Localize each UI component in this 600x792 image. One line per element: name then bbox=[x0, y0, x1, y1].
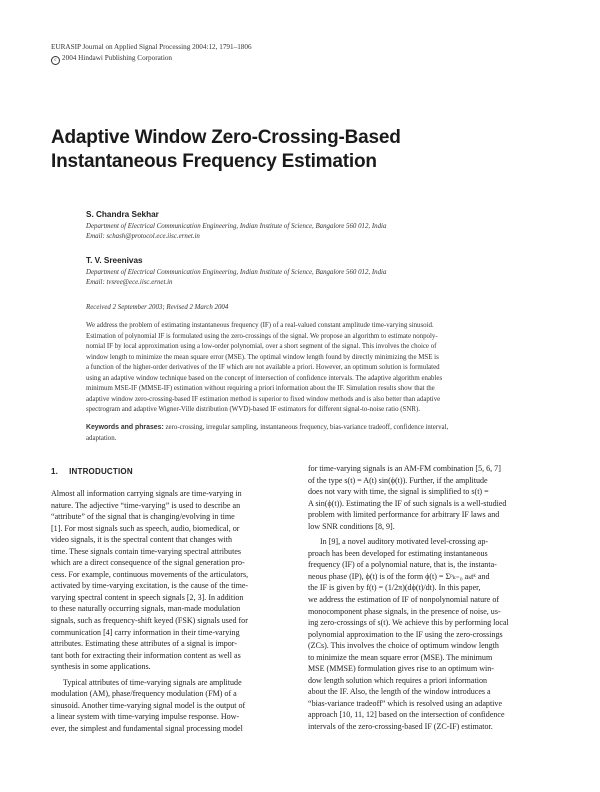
body-line: A sin(ϕ(t)). Estimating the IF of such signals is a well-studied bbox=[308, 498, 507, 508]
body-line: activated by time-varying excitation, is the cause of the time- bbox=[51, 581, 249, 591]
body-line: of the type s(t) = A(t) sin(ϕ(t)). Further, if the amplitude bbox=[308, 475, 488, 485]
body-line: dow length solution which requires a priori information bbox=[308, 675, 488, 685]
keywords-text: zero-crossing, irregular sampling, instantaneous frequency, bias-variance tradeoff, confidence interval, bbox=[163, 424, 449, 431]
body-line: “bias-variance tradeoff” which is resolved using an adaptive bbox=[308, 698, 503, 708]
body-line: a linear system with time-varying impulse response. How- bbox=[51, 712, 240, 722]
body-line: modulation (AM), phase/frequency modulation (FM) of a bbox=[51, 689, 237, 699]
keywords-label: Keywords and phrases: bbox=[86, 424, 164, 431]
body-line: the IF is given by f(t) = (1/2π)(dϕ(t)/dt). In this paper, bbox=[308, 583, 481, 593]
body-line: sinusoid. Another time-varying signal model is the output of bbox=[51, 700, 246, 710]
body-line: neous phase (IP), ϕ(t) is of the form ϕ(t) = Σᵖₖ₌₀ aₖtᵏ and bbox=[308, 571, 490, 581]
body-line: tant both for extracting their information content as well as bbox=[51, 650, 241, 660]
paper-title-line-2: Instantaneous Frequency Estimation bbox=[51, 151, 377, 172]
body-line: video signals, it is the spectral content that changes with bbox=[51, 535, 233, 545]
body-line: to these naturally occurring signals, man-made modulation bbox=[51, 604, 241, 614]
author-email: Email: schash@protocol.ece.iisc.ernet.in bbox=[86, 233, 200, 240]
body-line: signals, such as frequency-shift keyed (FSK) signals used for bbox=[51, 616, 248, 626]
right-column bbox=[308, 463, 552, 733]
journal-header bbox=[51, 42, 252, 65]
body-line: ever, the simplest and fundamental signal processing model bbox=[51, 723, 243, 733]
body-line: communication [4] carry information in their time-varying bbox=[51, 627, 240, 637]
abstract-line: using an adaptive window technique based on the concept of intersection of confidence intervals. The adaptive algorithm enables bbox=[86, 374, 443, 382]
received-dates: Received 2 September 2003; Revised 2 March 2004 bbox=[86, 304, 229, 311]
body-line: synthesis in some applications. bbox=[51, 662, 151, 672]
keywords-line: adaptation. bbox=[86, 434, 117, 442]
body-line: about the IF. Also, the length of the window introduces a bbox=[308, 687, 491, 697]
author-block-2 bbox=[86, 255, 556, 288]
body-line: to minimize the mean square error (MSE). The minimum bbox=[308, 652, 493, 662]
body-line: [1]. For most signals such as speech, audio, biomedical, or bbox=[51, 523, 240, 533]
body-line: “attribute” of the signal that is changing/evolving in time bbox=[51, 512, 235, 522]
body-line: low SNR conditions [8, 9]. bbox=[308, 521, 395, 531]
author-affiliation: Department of Electrical Communication Engineering, Indian Institute of Science, Bangalore 560 012, India bbox=[86, 269, 387, 276]
abstract-line: nomial IF by local approximation using a low-order polynomial, over a short segment of the signal. This involves the choice of bbox=[86, 343, 437, 350]
abstract-line: window length to minimize the mean square error (MSE). The optimal window length found by directly minimizing the MSE is bbox=[86, 353, 439, 361]
abstract-line: minimum MSE-IF (MMSE-IF) estimation without requiring a priori information about the IF. Simulation results show that the bbox=[86, 385, 435, 392]
section-number: 1. bbox=[51, 467, 59, 476]
author-name: S. Chandra Sekhar bbox=[86, 210, 159, 219]
abstract-line: Estimation of polynomial IF is formulated using the zero-crossings of the signal. We propose an algorithm to estimate nonpoly- bbox=[86, 332, 438, 340]
abstract-line: We address the problem of estimating instantaneous frequency (IF) of a real-valued constant amplitude time-varying sinusoid. bbox=[86, 322, 434, 329]
body-line: MSE (MMSE) formulation gives rise to an optimum win- bbox=[308, 664, 494, 674]
body-line: approach [10, 11, 12] based on the intersection of confidence bbox=[308, 710, 505, 720]
abstract-line: adaptive window zero-crossing-based IF estimation method is superior to fixed window methods and is also better than adaptive bbox=[86, 395, 441, 403]
paper-title-line-1: Adaptive Window Zero-Crossing-Based bbox=[51, 127, 401, 148]
keywords-line bbox=[86, 423, 552, 434]
body-line: polynomial approximation to the IF using the zero-crossings bbox=[308, 629, 503, 639]
copyright-icon: c bbox=[51, 56, 60, 65]
body-line: we address the estimation of IF of nonpolynomial nature of bbox=[308, 595, 500, 605]
body-line: frequency (IF) of a polynomial nature, that is, the instanta- bbox=[308, 560, 497, 570]
section-title: INTRODUCTION bbox=[69, 467, 133, 476]
section-heading bbox=[51, 467, 133, 476]
abstract-line: a function of the higher-order derivatives of the IF which are not available a priori. However, an optimum solution is formulated bbox=[86, 364, 440, 371]
body-line: which are a direct consequence of the signal generation pro- bbox=[51, 558, 245, 568]
author-affiliation: Department of Electrical Communication Engineering, Indian Institute of Science, Bangalore 560 012, India bbox=[86, 223, 387, 230]
body-line: Almost all information carrying signals are time-varying in bbox=[51, 489, 242, 498]
body-line: ing zero-crossings of s(t). We achieve this by performing local bbox=[308, 618, 509, 628]
body-line: In [9], a novel auditory motivated level-crossing ap- bbox=[320, 537, 489, 547]
body-line: (ZCs). This involves the choice of optimum window length bbox=[308, 641, 499, 651]
body-line: monocomponent phase signals, in the presence of noise, us- bbox=[308, 606, 501, 616]
body-line: attributes. Estimating these attributes of a signal is impor- bbox=[51, 639, 237, 649]
paper-title bbox=[51, 126, 551, 174]
body-line: problem with limited performance for arbitrary IF laws and bbox=[308, 510, 500, 520]
author-block-1 bbox=[86, 209, 556, 242]
abstract bbox=[86, 321, 552, 416]
body-line: does not vary with time, the signal is simplified to s(t) = bbox=[308, 487, 489, 497]
author-name: T. V. Sreenivas bbox=[86, 256, 143, 265]
copyright-line bbox=[51, 53, 252, 65]
body-line: time. These signals contain time-varying spectral attributes bbox=[51, 546, 242, 556]
copyright-text: 2004 Hindawi Publishing Corporation bbox=[62, 53, 173, 62]
body-line: nature. The adjective “time-varying” is used to describe an bbox=[51, 500, 241, 510]
body-line: for time-varying signals is an AM-FM combination [5, 6, 7] bbox=[308, 464, 501, 473]
body-line: Typical attributes of time-varying signals are amplitude bbox=[63, 677, 242, 687]
journal-citation: EURASIP Journal on Applied Signal Processing 2004:12, 1791–1806 bbox=[51, 43, 252, 51]
left-column bbox=[51, 488, 295, 734]
body-line: cess. For example, continuous movements of the articulators, bbox=[51, 569, 249, 579]
body-line: proach has been developed for estimating instantaneous bbox=[308, 548, 488, 558]
author-email: Email: tvsree@ece.iisc.ernet.in bbox=[86, 279, 173, 286]
abstract-line: spectrogram and adaptive Wigner-Ville distribution (WVD)-based IF estimators for different signal-to-noise ratio (SNR). bbox=[86, 406, 420, 413]
body-line: varying spectral content in speech signals [2, 3]. In addition bbox=[51, 592, 244, 602]
body-line: intervals of the zero-crossing-based IF (ZC-IF) estimator. bbox=[308, 722, 493, 732]
keywords bbox=[86, 423, 552, 444]
